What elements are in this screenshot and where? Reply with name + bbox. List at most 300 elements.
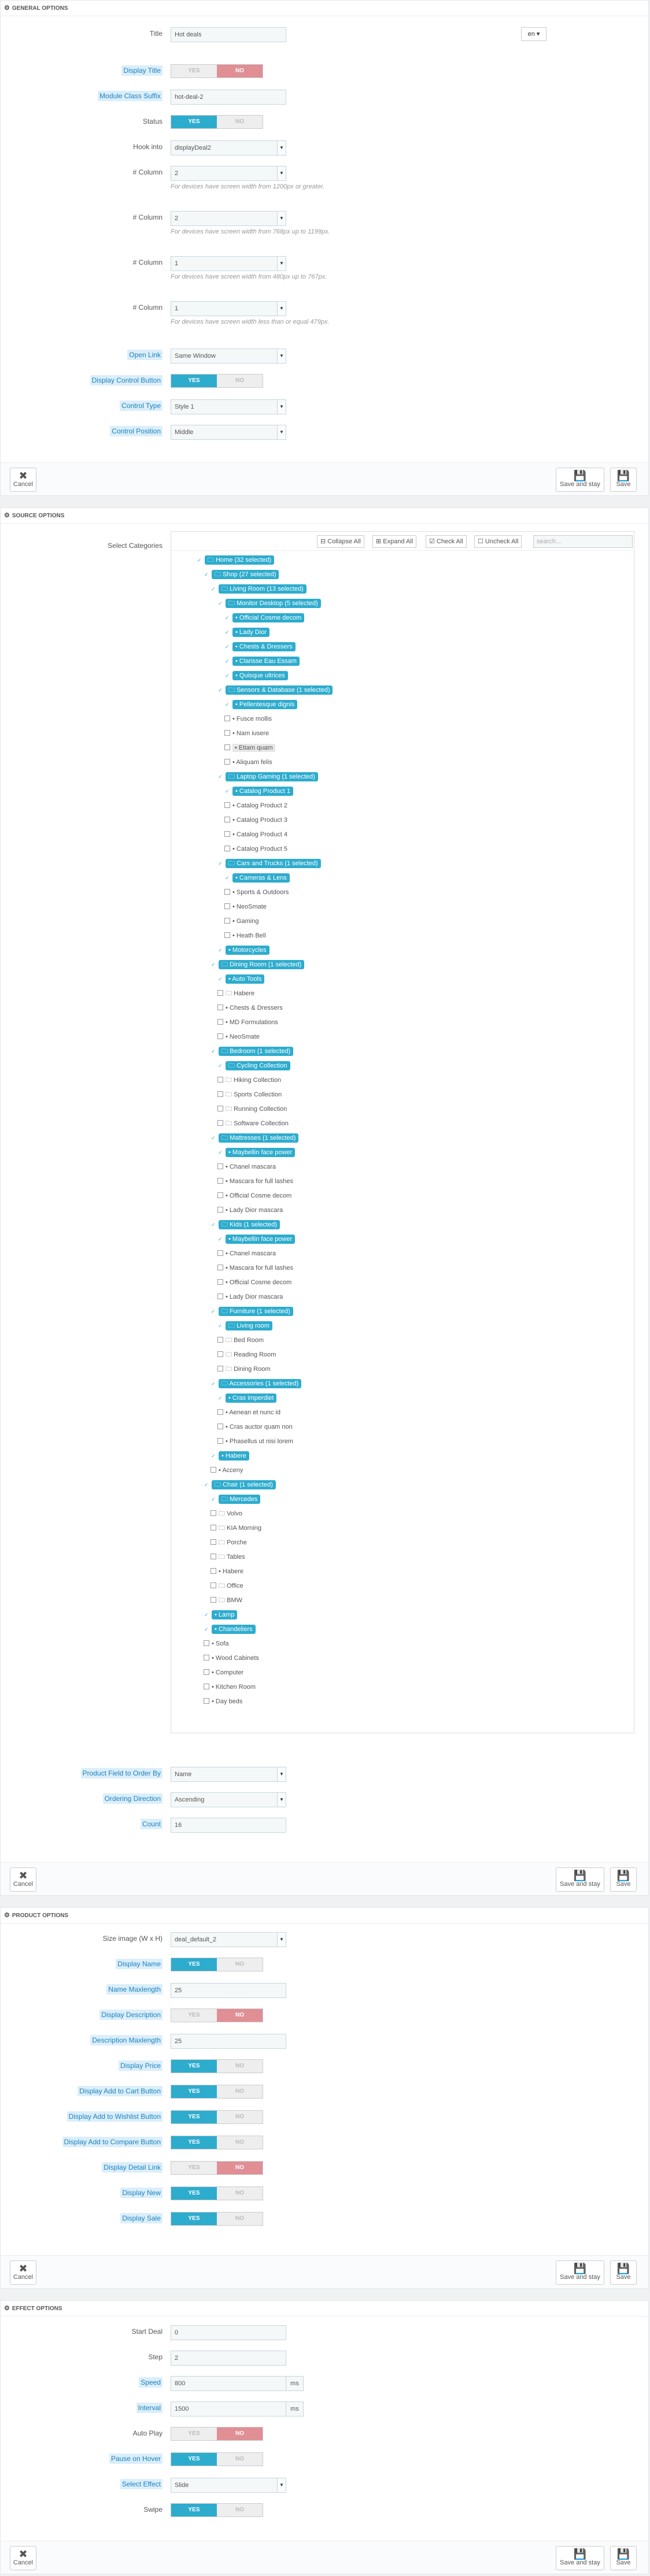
tree-node-checkbox[interactable] <box>217 947 223 952</box>
tree-node-checkbox[interactable] <box>210 1135 216 1140</box>
tree-node-text: Maybellin face power <box>232 1149 293 1156</box>
auto-play-label: Auto Play <box>132 2429 162 2437</box>
order-by-select[interactable]: Name ▼ <box>171 1767 286 1782</box>
tree-node-checkbox[interactable] <box>197 557 202 562</box>
tree-node[interactable] <box>217 598 321 609</box>
switch-no[interactable]: NO <box>235 2114 244 2120</box>
tree-node-checkbox[interactable] <box>210 1467 216 1473</box>
save-and-stay-button[interactable]: 💾 Save and stay <box>556 2260 604 2285</box>
count-label: Count <box>141 1820 162 1828</box>
tree-node[interactable] <box>210 1451 249 1461</box>
switch-no[interactable]: NO <box>235 377 244 384</box>
tree-node[interactable] <box>217 685 333 695</box>
tree-node-checkbox[interactable] <box>217 1149 223 1155</box>
cancel-button[interactable]: ✖ Cancel <box>10 2260 36 2285</box>
source-options-panel <box>0 507 649 1896</box>
tree-node-checkbox[interactable] <box>224 672 230 678</box>
tree-node-label <box>219 1220 280 1229</box>
column-md-help: For devices have screen width from 768px up to 1199px. <box>171 228 330 235</box>
column-xs-select[interactable]: 1 ▼ <box>171 301 286 316</box>
detail-link-label: Display Detail Link <box>102 2163 162 2171</box>
tree-node[interactable] <box>217 1061 290 1071</box>
tree-node-checkbox[interactable] <box>224 701 230 707</box>
tree-node[interactable] <box>224 627 269 637</box>
tree-node-checkbox[interactable] <box>217 1322 223 1328</box>
display-title-switch[interactable] <box>171 64 263 78</box>
tree-node[interactable] <box>204 1624 256 1634</box>
tree-node[interactable] <box>217 1350 276 1360</box>
tree-node[interactable] <box>217 1191 291 1201</box>
tree-node-checkbox[interactable] <box>217 1062 223 1068</box>
control-position-row <box>1 424 648 441</box>
tree-node[interactable] <box>224 786 293 796</box>
tree-node[interactable] <box>217 1277 291 1288</box>
switch-yes[interactable]: YES <box>171 2187 217 2200</box>
tree-node[interactable] <box>210 1494 260 1504</box>
tree-node[interactable] <box>210 959 304 970</box>
tree-node-checkbox[interactable] <box>204 1669 209 1675</box>
column-md-select[interactable]: 2 ▼ <box>171 211 286 226</box>
status-switch[interactable] <box>171 115 263 129</box>
tree-node[interactable] <box>217 1032 260 1042</box>
ordering-direction-select[interactable]: Ascending ▼ <box>171 1792 286 1807</box>
tree-node[interactable] <box>217 1393 276 1403</box>
module-class-input[interactable]: hot-deal-2 <box>171 90 286 105</box>
tree-node-label <box>226 1293 283 1300</box>
add-to-cart-label: Display Add to Cart Button <box>77 2087 162 2095</box>
switch-no[interactable]: NO <box>235 2507 244 2513</box>
switch-no[interactable]: NO <box>235 2139 244 2145</box>
check-all-button[interactable]: ☑ Check All <box>426 535 467 548</box>
tree-node-label <box>226 1106 287 1113</box>
switch-no[interactable]: NO <box>235 1961 244 1967</box>
tree-node[interactable] <box>210 1465 243 1476</box>
switch-no[interactable]: NO <box>217 2427 263 2440</box>
tree-node-checkbox[interactable] <box>217 1265 223 1270</box>
tree-node[interactable] <box>224 699 297 710</box>
tree-node[interactable] <box>217 1205 283 1215</box>
switch-yes[interactable]: YES <box>188 68 200 74</box>
size-image-select[interactable]: deal_default_2 ▼ <box>171 1932 286 1947</box>
cancel-button[interactable]: ✖ Cancel <box>10 1867 36 1892</box>
tree-node[interactable] <box>204 1696 242 1707</box>
tree-node-checkbox[interactable] <box>210 1048 216 1054</box>
switch-no[interactable]: NO <box>217 2162 263 2174</box>
tree-node[interactable] <box>217 1075 281 1085</box>
pause-on-hover-switch[interactable] <box>171 2452 263 2466</box>
tree-node-text: Software Collection <box>234 1120 289 1127</box>
tree-node[interactable] <box>224 670 288 681</box>
tree-node-checkbox[interactable] <box>210 1568 216 1574</box>
tree-node-checkbox[interactable] <box>217 1019 223 1025</box>
caret-down-icon: ▼ <box>277 1933 286 1947</box>
tree-node[interactable] <box>217 945 269 955</box>
tree-node-checkbox[interactable] <box>204 1481 209 1487</box>
tree-node-checkbox[interactable] <box>210 1496 216 1502</box>
column-lg-label: # Column <box>132 168 162 176</box>
tree-node-checkbox[interactable] <box>224 817 230 822</box>
tree-node-text: Sports & Outdoors <box>236 889 289 896</box>
tree-node[interactable] <box>210 584 306 594</box>
switch-no[interactable]: NO <box>235 118 244 125</box>
auto-play-switch[interactable] <box>171 2427 263 2441</box>
tree-node[interactable] <box>210 1133 298 1143</box>
tree-node-checkbox[interactable] <box>224 874 230 880</box>
column-sm-label: # Column <box>132 258 162 266</box>
tree-node-checkbox[interactable] <box>217 687 223 692</box>
tree-node[interactable] <box>224 829 287 840</box>
tree-node-checkbox[interactable] <box>204 571 209 577</box>
tree-node-checkbox[interactable] <box>217 1207 223 1213</box>
tree-node-checkbox[interactable] <box>224 846 230 851</box>
tree-node-checkbox[interactable] <box>217 1005 223 1010</box>
start-deal-label: Start Deal <box>131 2327 162 2336</box>
tree-node[interactable] <box>204 1610 237 1620</box>
tree-node[interactable] <box>217 858 321 869</box>
detail-link-switch[interactable] <box>171 2161 263 2175</box>
tree-node-checkbox[interactable] <box>224 889 230 895</box>
column-lg-row <box>1 165 648 190</box>
close-icon: ✖ <box>19 470 28 481</box>
tree-node[interactable] <box>217 1321 272 1331</box>
tree-node-checkbox[interactable] <box>224 802 230 808</box>
display-new-switch[interactable] <box>171 2186 263 2200</box>
tree-node-checkbox[interactable] <box>224 831 230 837</box>
description-maxlength-label: Description Maxlength <box>90 2036 162 2044</box>
interval-input[interactable]: 1500 <box>171 2401 286 2416</box>
tree-node[interactable] <box>217 1436 293 1447</box>
description-maxlength-input[interactable]: 25 <box>171 2034 286 2049</box>
tree-node[interactable] <box>217 1017 278 1028</box>
tree-node-checkbox[interactable] <box>224 658 230 664</box>
bullet-icon: • <box>212 1684 216 1691</box>
step-input[interactable]: 2 <box>171 2351 286 2366</box>
caret-down-icon: ▼ <box>277 212 286 225</box>
tree-node[interactable] <box>224 757 272 768</box>
tree-node[interactable] <box>210 1552 245 1562</box>
save-and-stay-button[interactable]: 💾 Save and stay <box>556 1867 604 1892</box>
tree-node-checkbox[interactable] <box>210 1308 216 1314</box>
add-to-wishlist-switch[interactable] <box>171 2110 263 2124</box>
tree-node-checkbox[interactable] <box>217 1077 223 1083</box>
tree-node[interactable] <box>224 800 287 811</box>
tree-node[interactable] <box>210 1508 242 1519</box>
tree-node-checkbox[interactable] <box>224 744 230 750</box>
tree-node-checkbox[interactable] <box>224 903 230 909</box>
tree-node-checkbox[interactable] <box>210 1554 216 1559</box>
tree-node-checkbox[interactable] <box>217 1409 223 1415</box>
effect-footer <box>1 2541 648 2574</box>
module-class-row <box>1 88 648 106</box>
switch-no[interactable]: NO <box>235 2190 244 2196</box>
speed-input[interactable]: 800 <box>171 2376 286 2391</box>
tree-node-checkbox[interactable] <box>210 585 216 591</box>
control-type-select[interactable]: Style 1 ▼ <box>171 399 286 414</box>
tree-node[interactable] <box>210 1220 280 1230</box>
tree-node-checkbox[interactable] <box>224 759 230 765</box>
tree-node-checkbox[interactable] <box>217 1091 223 1097</box>
tree-node-checkbox[interactable] <box>217 1279 223 1285</box>
detail-link-row <box>1 2160 648 2177</box>
switch-yes[interactable]: YES <box>171 2060 217 2073</box>
uncheck-all-button[interactable]: ☐ Uncheck All <box>474 535 522 548</box>
tree-node-text: Lady Dior mascara <box>229 1207 283 1214</box>
tree-node-label <box>226 599 321 608</box>
switch-yes[interactable]: YES <box>188 2164 200 2171</box>
tree-node-checkbox[interactable] <box>217 1395 223 1400</box>
tree-node[interactable] <box>224 916 258 926</box>
save-button[interactable]: 💾 Save <box>610 468 637 492</box>
tree-node[interactable] <box>217 974 264 984</box>
tree-node-checkbox[interactable] <box>217 976 223 981</box>
tree-node[interactable] <box>210 1581 243 1591</box>
switch-yes[interactable]: YES <box>171 2111 217 2123</box>
tree-node-checkbox[interactable] <box>217 1337 223 1343</box>
tree-node-text: Catalog Product 5 <box>236 846 287 853</box>
tree-node-checkbox[interactable] <box>224 643 230 649</box>
open-link-select[interactable]: Same Window ▼ <box>171 349 286 364</box>
save-button[interactable]: 💾 Save <box>610 2260 637 2285</box>
tree-node-checkbox[interactable] <box>217 1438 223 1444</box>
tree-node-checkbox[interactable] <box>224 716 230 721</box>
tree-node-checkbox[interactable] <box>217 773 223 779</box>
tree-node-checkbox[interactable] <box>217 1033 223 1039</box>
tree-node[interactable] <box>210 1306 293 1317</box>
tree-node-label <box>219 1582 243 1589</box>
tree-node-checkbox[interactable] <box>210 1597 216 1603</box>
control-button-switch[interactable] <box>171 374 263 388</box>
collapse-all-button[interactable]: ⊟ Collapse All <box>317 535 364 548</box>
tree-node[interactable] <box>197 555 274 565</box>
tree-node-checkbox[interactable] <box>210 1510 216 1516</box>
folder-icon: 🗀 <box>219 1554 227 1561</box>
save-and-stay-button[interactable]: 💾 Save and stay <box>556 2546 604 2570</box>
tree-node[interactable] <box>224 887 289 898</box>
folder-icon: 🗀 <box>228 860 237 867</box>
display-sale-label: Display Sale <box>120 2214 162 2222</box>
switch-yes[interactable]: YES <box>171 2212 217 2225</box>
tree-node[interactable] <box>224 743 275 753</box>
bullet-icon: • <box>226 1250 230 1257</box>
tree-node-checkbox[interactable] <box>217 1424 223 1429</box>
tree-node-label <box>226 990 254 997</box>
tree-node-checkbox[interactable] <box>210 1525 216 1530</box>
switch-no[interactable]: NO <box>235 2215 244 2222</box>
tree-node[interactable] <box>204 1682 256 1692</box>
switch-no[interactable]: NO <box>235 2088 244 2095</box>
tree-search-input[interactable]: search... <box>533 535 633 548</box>
tree-node-label <box>226 946 269 955</box>
tree-node[interactable] <box>210 1046 293 1057</box>
tree-node-checkbox[interactable] <box>217 1178 223 1184</box>
tree-node-text: Monitor Desktop (5 selected) <box>237 600 318 607</box>
tree-node[interactable] <box>217 1162 276 1172</box>
display-new-row <box>1 2185 648 2203</box>
tree-node[interactable] <box>224 844 287 854</box>
save-and-stay-button[interactable]: 💾 Save and stay <box>556 468 604 492</box>
folder-icon: 🗀 <box>226 990 234 997</box>
tree-node-checkbox[interactable] <box>224 788 230 794</box>
switch-yes[interactable]: YES <box>171 2504 217 2516</box>
tree-node[interactable] <box>204 1653 259 1663</box>
tree-node[interactable] <box>217 1118 289 1129</box>
tree-node[interactable] <box>210 1537 247 1548</box>
tree-node[interactable] <box>210 1595 242 1606</box>
tree-node[interactable] <box>204 569 279 580</box>
tree-node-checkbox[interactable] <box>217 1120 223 1126</box>
tree-node-checkbox[interactable] <box>217 1293 223 1299</box>
tree-node-checkbox[interactable] <box>217 1351 223 1357</box>
switch-yes[interactable]: YES <box>171 2453 217 2466</box>
tree-node-checkbox[interactable] <box>224 730 230 736</box>
tree-node[interactable] <box>217 1248 276 1259</box>
tree-node-checkbox[interactable] <box>217 990 223 996</box>
tree-node-checkbox[interactable] <box>204 1611 209 1617</box>
tree-node-checkbox[interactable] <box>217 1250 223 1256</box>
tree-node[interactable] <box>224 656 300 666</box>
tree-node[interactable] <box>217 1147 295 1158</box>
hook-select[interactable]: displayDeal2 ▼ <box>171 140 286 155</box>
add-to-cart-switch[interactable] <box>171 2085 263 2099</box>
count-input[interactable]: 16 <box>171 1818 286 1833</box>
tree-node-checkbox[interactable] <box>204 1626 209 1632</box>
save-icon: 💾 <box>616 470 630 481</box>
tree-node-checkbox[interactable] <box>217 1163 223 1169</box>
control-position-select[interactable]: Middle ▼ <box>171 425 286 440</box>
switch-no[interactable]: NO <box>235 2456 244 2462</box>
cancel-button[interactable]: ✖ Cancel <box>10 468 36 492</box>
tree-node[interactable] <box>217 1234 295 1244</box>
switch-yes[interactable]: YES <box>171 2085 217 2098</box>
tree-node-checkbox[interactable] <box>217 1106 223 1111</box>
save-button[interactable]: 💾 Save <box>610 1867 637 1892</box>
cancel-button[interactable]: ✖ Cancel <box>10 2546 36 2570</box>
tree-node-text: Gaming <box>236 918 259 925</box>
folder-icon: 🗀 <box>221 1135 230 1141</box>
tree-node-text: Lady Dior mascara <box>229 1293 283 1300</box>
title-input[interactable]: Hot deals <box>171 27 286 42</box>
switch-yes[interactable]: YES <box>171 375 217 387</box>
tree-node-checkbox[interactable] <box>210 1380 216 1386</box>
tree-node[interactable] <box>217 1003 283 1013</box>
tree-node[interactable] <box>204 1667 243 1678</box>
control-button-row <box>1 373 648 390</box>
tree-node[interactable] <box>217 1292 283 1302</box>
tree-node-checkbox[interactable] <box>217 1192 223 1198</box>
tree-node[interactable] <box>224 728 269 739</box>
tree-node-label <box>212 1655 259 1662</box>
tree-node-checkbox[interactable] <box>217 1366 223 1372</box>
column-lg-select[interactable]: 2 ▼ <box>171 166 286 181</box>
tree-node-text: MD Formulations <box>229 1019 278 1026</box>
tree-node-checkbox[interactable] <box>217 1236 223 1241</box>
tree-node-checkbox[interactable] <box>210 961 216 967</box>
switch-no[interactable]: NO <box>217 65 263 77</box>
tree-node[interactable] <box>217 1364 271 1374</box>
tree-node[interactable] <box>217 772 318 782</box>
tree-node[interactable] <box>217 1089 282 1100</box>
folder-icon: 🗀 <box>228 1322 237 1329</box>
start-deal-input[interactable]: 0 <box>171 2325 286 2340</box>
tree-node-label <box>226 1077 281 1084</box>
save-button[interactable]: 💾 Save <box>610 2546 637 2570</box>
tree-node-checkbox[interactable] <box>217 600 223 606</box>
tree-node-label <box>219 1495 260 1504</box>
ordering-direction-label: Ordering Direction <box>103 1795 162 1803</box>
tree-node[interactable] <box>217 1407 280 1418</box>
tree-node[interactable] <box>210 1523 261 1533</box>
tree-node[interactable] <box>204 1639 229 1649</box>
tree-node-checkbox[interactable] <box>204 1698 209 1704</box>
tree-node[interactable] <box>224 613 304 623</box>
select-effect-select[interactable]: Slide ▼ <box>171 2478 286 2493</box>
tree-node-checkbox[interactable] <box>217 860 223 866</box>
save-icon: 💾 <box>573 2263 587 2274</box>
caret-down-icon: ▼ <box>277 349 286 363</box>
tree-node[interactable] <box>224 902 267 912</box>
switch-no[interactable]: NO <box>235 2063 244 2069</box>
bullet-icon: • <box>232 932 237 939</box>
tree-node-checkbox[interactable] <box>210 1452 216 1458</box>
tree-node-checkbox[interactable] <box>204 1655 209 1660</box>
tree-node[interactable] <box>224 642 296 652</box>
tree-node-label <box>226 974 264 984</box>
tree-node-checkbox[interactable] <box>210 1221 216 1227</box>
language-dropdown-button[interactable]: en ▾ <box>521 27 546 41</box>
add-to-compare-switch[interactable] <box>171 2136 263 2149</box>
tree-node-checkbox[interactable] <box>224 629 230 635</box>
display-sale-switch[interactable] <box>171 2212 263 2226</box>
name-maxlength-input[interactable]: 25 <box>171 1983 286 1998</box>
tree-node-checkbox[interactable] <box>224 918 230 924</box>
tree-node[interactable] <box>224 714 272 724</box>
tree-node[interactable] <box>217 1263 293 1273</box>
tree-node[interactable] <box>217 1176 293 1187</box>
tree-node[interactable] <box>224 931 266 941</box>
tree-node[interactable] <box>217 1104 287 1114</box>
expand-all-button[interactable]: ⊞ Expand All <box>372 535 416 548</box>
tree-node-checkbox[interactable] <box>204 1640 209 1646</box>
display-name-switch[interactable] <box>171 1958 263 1971</box>
switch-yes[interactable]: YES <box>171 2136 217 2149</box>
switch-no[interactable]: NO <box>217 2009 263 2022</box>
tree-node[interactable] <box>217 988 254 999</box>
switch-yes[interactable]: YES <box>171 1958 217 1971</box>
tree-node-checkbox[interactable] <box>204 1684 209 1689</box>
tree-node-label <box>232 817 287 824</box>
switch-yes[interactable]: YES <box>188 2430 200 2437</box>
tree-node[interactable] <box>210 1378 301 1389</box>
tree-node[interactable] <box>224 873 290 883</box>
display-description-switch[interactable] <box>171 2008 263 2022</box>
tree-node[interactable] <box>224 815 287 825</box>
tree-node-checkbox[interactable] <box>224 932 230 938</box>
switch-yes[interactable]: YES <box>171 116 217 128</box>
tree-node[interactable] <box>204 1480 276 1490</box>
tree-node[interactable] <box>217 1422 293 1432</box>
column-sm-select[interactable]: 1 ▼ <box>171 256 286 271</box>
tree-node-checkbox[interactable] <box>224 614 230 620</box>
switch-yes[interactable]: YES <box>188 2012 200 2018</box>
swipe-switch[interactable] <box>171 2503 263 2517</box>
tree-node[interactable] <box>210 1566 243 1577</box>
display-price-switch[interactable] <box>171 2059 263 2073</box>
status-row <box>1 114 648 131</box>
folder-icon: 🗀 <box>226 1366 234 1373</box>
tree-node[interactable] <box>217 1335 264 1346</box>
tree-node-checkbox[interactable] <box>210 1539 216 1545</box>
tree-node-checkbox[interactable] <box>210 1582 216 1588</box>
